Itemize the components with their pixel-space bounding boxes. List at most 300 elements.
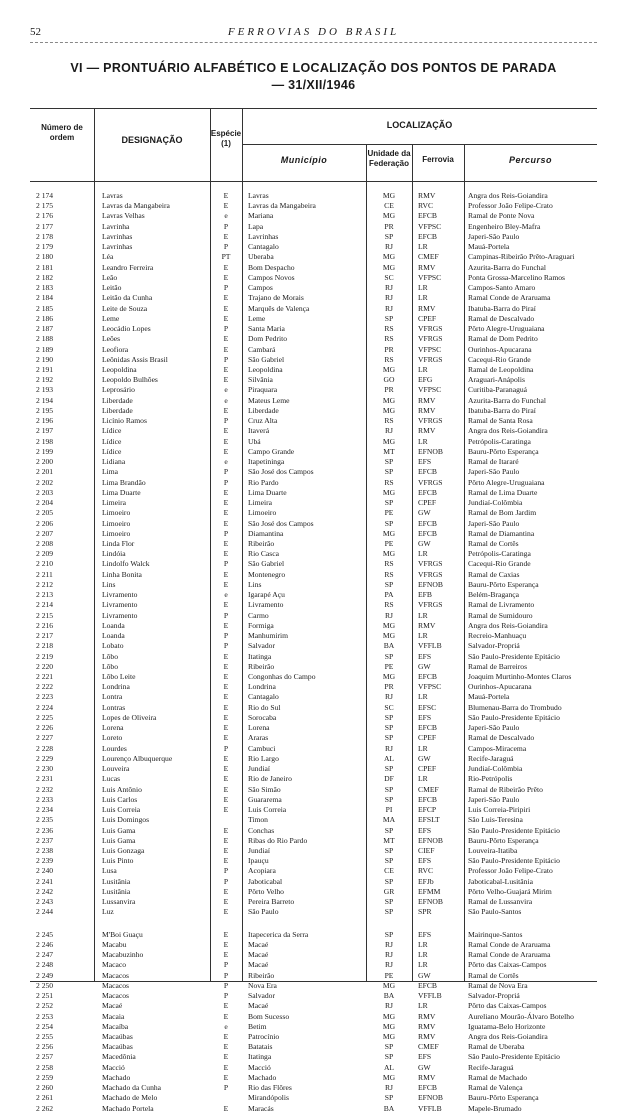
row-railway: RVC <box>418 866 434 876</box>
row-municipality: Campos Novos <box>248 272 295 282</box>
row-type: E <box>223 774 229 784</box>
row-state: MG <box>382 1031 396 1041</box>
row-municipality: Salvador <box>248 991 275 1001</box>
row-type: E <box>223 313 229 323</box>
row-municipality: Rio de Janeiro <box>248 774 292 784</box>
row-number: 2 239 <box>36 856 54 866</box>
table-row <box>30 907 597 917</box>
row-number: 2 236 <box>36 825 54 835</box>
table-row <box>30 467 597 477</box>
table-row <box>30 570 597 580</box>
row-municipality: Formiga <box>248 620 274 630</box>
row-type: e <box>224 1021 228 1031</box>
row-number: 2 217 <box>36 631 54 641</box>
stops-table <box>30 108 597 1113</box>
row-state: CE <box>384 201 394 211</box>
row-route: Ramal de Dom Pedrito <box>468 334 538 344</box>
row-municipality: Santa Maria <box>248 324 285 334</box>
row-designation: Lourenço Albuquerque <box>102 753 173 763</box>
row-state: SP <box>384 784 394 794</box>
table-row <box>30 273 597 283</box>
row-railway: VFRGS <box>418 559 443 569</box>
row-state: DF <box>384 774 394 784</box>
row-route: Jundiaí-Colômbia <box>468 498 523 508</box>
section-title-line2: — 31/XII/1946 <box>271 78 356 92</box>
row-number: 2 202 <box>36 477 54 487</box>
row-number: 2 183 <box>36 283 54 293</box>
row-railway: VFFLB <box>418 641 442 651</box>
row-railway: LR <box>418 1001 428 1011</box>
row-route: Aureliano Mourão-Álvaro Botelho <box>468 1011 574 1021</box>
row-number: 2 242 <box>36 886 54 896</box>
row-railway: VFPSC <box>418 272 442 282</box>
row-municipality: Luis Correia <box>248 805 287 815</box>
row-route: Campos-Santo Amaro <box>468 283 536 293</box>
row-railway: CPEF <box>418 498 437 508</box>
row-municipality: Bom Sucesso <box>248 1011 290 1021</box>
row-route: Bauru-Pôrto Esperança <box>468 1093 539 1103</box>
table-row <box>30 580 597 590</box>
row-type: E <box>223 272 229 282</box>
table-row <box>30 1022 597 1032</box>
row-state: RS <box>384 600 394 610</box>
row-type: E <box>223 712 229 722</box>
table-row <box>30 365 597 375</box>
table-row <box>30 263 597 273</box>
row-number: 2 212 <box>36 579 54 589</box>
row-number: 2 226 <box>36 723 54 733</box>
page-number: 52 <box>30 26 41 38</box>
col-header-percurso: Percurso <box>508 155 553 165</box>
row-state: RS <box>384 477 394 487</box>
row-designation: Machado de Melo <box>102 1093 158 1103</box>
row-number: 2 194 <box>36 395 54 405</box>
table-row <box>30 785 597 795</box>
row-type: E <box>223 487 229 497</box>
row-route: Ponta Grossa-Marcelino Ramos <box>468 272 566 282</box>
row-number: 2 216 <box>36 620 54 630</box>
table-row <box>30 991 597 1001</box>
row-state: SP <box>384 897 394 907</box>
row-number: 2 219 <box>36 651 54 661</box>
table-row <box>30 631 597 641</box>
row-route: São Paulo-Presidente Epitácio <box>468 651 560 661</box>
row-state: RJ <box>384 1083 394 1093</box>
row-state: PE <box>384 538 394 548</box>
row-route: Ramal de Caxias <box>468 569 520 579</box>
row-type: P <box>223 528 229 538</box>
table-row <box>30 345 597 355</box>
row-type: E <box>223 1052 229 1062</box>
row-municipality: Jundiaí <box>248 846 270 855</box>
row-designation: Leofiora <box>102 344 129 354</box>
row-designation: Macacos <box>102 991 129 1001</box>
row-railway: CMEF <box>418 252 439 262</box>
row-type: E <box>223 784 229 794</box>
section-title-line1: VI — PRONTUÁRIO ALFABÉTICO E LOCALIZAÇÃO DOS PONTOS DE PARADA <box>70 61 557 75</box>
row-route: Pôrto Velho-Guajará Mirim <box>468 886 552 896</box>
row-designation: Lorena <box>102 723 124 733</box>
row-designation: Léa <box>102 252 114 262</box>
table-row <box>30 519 597 529</box>
row-designation: Luis Domingos <box>102 815 150 825</box>
row-state: RJ <box>384 242 394 252</box>
row-state: RJ <box>384 283 394 293</box>
row-railway: EFNOB <box>418 579 443 589</box>
row-designation: Lavrinhas <box>102 231 133 241</box>
row-number: 2 251 <box>36 991 54 1001</box>
row-type: E <box>223 950 229 960</box>
row-railway: RMV <box>418 1031 436 1041</box>
table-row <box>30 488 597 498</box>
table-row <box>30 406 597 416</box>
row-designation: Lídice <box>102 436 122 446</box>
row-route: Ramal de Descalvado <box>468 313 535 323</box>
row-type: P <box>223 641 229 651</box>
row-type: E <box>223 1042 229 1052</box>
row-railway: VFFLB <box>418 1103 442 1113</box>
row-number: 2 221 <box>36 672 54 682</box>
row-designation: Macabuzinho <box>102 950 144 960</box>
row-route: Recreio-Manhuaçu <box>468 631 527 641</box>
row-state: PA <box>384 590 394 600</box>
row-state: MG <box>382 395 396 405</box>
row-number: 2 207 <box>36 528 54 538</box>
row-state: RJ <box>384 743 394 753</box>
row-type: E <box>223 672 229 682</box>
row-state: RS <box>384 354 394 364</box>
table-row <box>30 457 597 467</box>
row-route: Pôrto das Caixas-Campos <box>468 960 547 970</box>
row-designation: Leandro Ferreira <box>102 262 154 272</box>
row-railway: VFRGS <box>418 354 443 364</box>
row-state: SP <box>384 231 394 241</box>
row-railway: VFRGS <box>418 569 443 579</box>
row-route: Pôrto Alegre-Uruguaiana <box>468 477 545 487</box>
row-railway: SPR <box>418 907 432 917</box>
row-route: São Paulo-Presidente Epitácio <box>468 712 560 722</box>
row-municipality: São José dos Campos <box>248 518 314 528</box>
row-railway: LR <box>418 774 428 784</box>
row-type: E <box>223 620 229 630</box>
row-municipality: Uberaba <box>248 252 274 262</box>
row-route: Ramal de Diamantina <box>468 528 535 538</box>
row-route: Petrópolis-Caratinga <box>468 436 531 446</box>
row-number: 2 261 <box>36 1093 54 1103</box>
row-type: E <box>223 1062 229 1072</box>
row-number: 2 249 <box>36 970 54 980</box>
row-municipality: São Paulo <box>248 907 279 917</box>
row-number: 2 204 <box>36 498 54 508</box>
row-number: 2 210 <box>36 559 54 569</box>
row-designation: Limeira <box>102 498 127 508</box>
table-row <box>30 242 597 252</box>
row-designation: Luis Correia <box>102 805 141 815</box>
row-railway: EFCB <box>418 467 437 477</box>
row-designation: Macacos <box>102 970 129 980</box>
row-municipality: Ubá <box>248 436 261 446</box>
row-designation: Macedônia <box>102 1052 136 1062</box>
row-designation: Lôbo <box>102 661 119 671</box>
row-number: 2 180 <box>36 252 54 262</box>
row-railway: EFNOB <box>418 897 443 907</box>
table-row <box>30 437 597 447</box>
row-type: E <box>223 426 229 436</box>
row-type: E <box>223 293 229 303</box>
row-route: Mapele-Brumado <box>468 1103 522 1113</box>
row-designation: Luis Gama <box>102 835 136 845</box>
table-row <box>30 703 597 713</box>
table-row <box>30 396 597 406</box>
row-type: P <box>223 1083 229 1093</box>
row-designation: Macacos <box>102 980 129 990</box>
row-railway: EFNOB <box>418 446 443 456</box>
table-row <box>30 652 597 662</box>
row-designation: Lima <box>102 467 119 477</box>
col-header-ferrovia: Ferrovia <box>422 155 454 164</box>
row-route: Japeri-São Paulo <box>468 794 520 804</box>
row-designation: Machado <box>102 1072 131 1082</box>
row-state: MG <box>382 252 396 262</box>
row-municipality: Congonhas do Campo <box>248 672 316 682</box>
header-subrule <box>242 144 597 145</box>
row-type: E <box>223 446 229 456</box>
row-type: P <box>223 416 229 426</box>
row-designation: Leões <box>102 334 121 344</box>
row-type: e <box>224 590 228 600</box>
col-header-especie: Espécie (1) <box>210 129 242 148</box>
row-railway: LR <box>418 939 428 949</box>
row-type: E <box>223 579 229 589</box>
row-type: E <box>223 569 229 579</box>
row-number: 2 260 <box>36 1083 54 1093</box>
row-municipality: Piraquara <box>248 385 278 395</box>
row-railway: GW <box>418 970 431 980</box>
row-municipality: Livramento <box>248 600 284 610</box>
table-row <box>30 930 597 940</box>
row-designation: M'Boi Guaçu <box>102 929 143 939</box>
row-municipality: Batatais <box>248 1042 273 1052</box>
row-state: MG <box>382 620 396 630</box>
row-type: E <box>223 692 229 702</box>
row-municipality: Carmo <box>248 610 269 620</box>
row-railway: EFCB <box>418 487 437 497</box>
row-type: E <box>223 303 229 313</box>
row-number: 2 237 <box>36 835 54 845</box>
row-railway: EFS <box>418 651 432 661</box>
row-designation: Lavrinhas <box>102 242 133 252</box>
row-type: E <box>223 897 229 907</box>
row-railway: CMEF <box>418 784 439 794</box>
row-type: E <box>223 334 229 344</box>
row-railway: RMV <box>418 395 436 405</box>
row-number: 2 187 <box>36 324 54 334</box>
row-state: MG <box>382 487 396 497</box>
table-row <box>30 940 597 950</box>
row-railway: LR <box>418 436 428 446</box>
row-state: SP <box>384 457 394 467</box>
row-type: E <box>223 1031 229 1041</box>
row-route: Mairinque-Santos <box>468 929 523 939</box>
row-state: PR <box>384 221 394 231</box>
row-railway: VFRGS <box>418 416 443 426</box>
row-railway: LR <box>418 610 428 620</box>
row-railway: CPEF <box>418 733 437 743</box>
table-row <box>30 314 597 324</box>
row-state: SP <box>384 794 394 804</box>
row-type: E <box>223 498 229 508</box>
row-state: BA <box>383 1103 395 1113</box>
row-state: MG <box>382 631 396 641</box>
row-municipality: Lorena <box>248 723 270 733</box>
row-designation: Loanda <box>102 631 125 641</box>
row-railway: LR <box>418 364 428 374</box>
row-number: 2 186 <box>36 313 54 323</box>
row-number: 2 232 <box>36 784 54 794</box>
row-state: SP <box>384 651 394 661</box>
row-type: E <box>223 1001 229 1011</box>
row-route: Campos-Miracema <box>468 743 527 753</box>
row-designation: Leocádio Lopes <box>102 324 151 334</box>
row-designation: Macció <box>102 1062 125 1072</box>
row-designation: Livramento <box>102 590 138 600</box>
row-municipality: Machado <box>248 1072 277 1082</box>
row-route: Cacequi-Rio Grande <box>468 559 531 569</box>
row-number: 2 225 <box>36 712 54 722</box>
row-designation: Lopes de Oliveira <box>102 712 157 722</box>
row-route: Ramal de Barreiros <box>468 661 528 671</box>
row-municipality: Cantagalo <box>248 242 279 252</box>
row-type: P <box>223 960 229 970</box>
row-type: E <box>223 191 229 200</box>
col-header-designacao: DESIGNAÇÃO <box>121 135 183 145</box>
row-municipality: São Simão <box>248 784 281 794</box>
row-municipality: Cambará <box>248 344 276 354</box>
row-type: P <box>223 610 229 620</box>
row-municipality: Macció <box>248 1062 271 1072</box>
row-state: BA <box>383 991 395 1001</box>
row-route: Angra dos Reis-Goiandira <box>468 620 548 630</box>
row-designation: Leopoldina <box>102 364 137 374</box>
row-railway: EFCB <box>418 794 437 804</box>
row-railway: CPEF <box>418 313 437 323</box>
table-row <box>30 232 597 242</box>
row-railway: LR <box>418 549 428 559</box>
row-type: E <box>223 1072 229 1082</box>
row-municipality: Sorocaba <box>248 712 277 722</box>
row-designation: Liberdade <box>102 405 133 415</box>
running-header <box>30 26 597 46</box>
row-railway: EFCB <box>418 723 437 733</box>
row-designation: Louveira <box>102 764 130 774</box>
row-number: 2 190 <box>36 354 54 364</box>
row-number: 2 234 <box>36 805 54 815</box>
row-railway: RMV <box>418 191 436 200</box>
row-designation: Lavras da Mangabeira <box>102 201 170 211</box>
row-railway: EFS <box>418 929 432 939</box>
table-row <box>30 682 597 692</box>
row-designation: Luis Gama <box>102 825 136 835</box>
row-number: 2 193 <box>36 385 54 395</box>
row-state: SP <box>384 846 394 855</box>
row-number: 2 241 <box>36 876 54 886</box>
table-row <box>30 1063 597 1073</box>
row-type: P <box>223 242 229 252</box>
table-row <box>30 283 597 293</box>
row-railway: EFCB <box>418 231 437 241</box>
row-designation: Leprosário <box>102 385 135 395</box>
row-number: 2 254 <box>36 1021 54 1031</box>
table-row <box>30 692 597 702</box>
row-route: Ramal de Nova Era <box>468 980 528 990</box>
row-state: RJ <box>384 692 394 702</box>
row-type: E <box>223 886 229 896</box>
row-designation: Lontras <box>102 702 126 712</box>
row-state: SP <box>384 733 394 743</box>
row-municipality: Leme <box>248 313 266 323</box>
row-number: 2 188 <box>36 334 54 344</box>
row-type: E <box>223 549 229 559</box>
row-state: PR <box>384 344 394 354</box>
row-railway: RMV <box>418 1021 436 1031</box>
row-number: 2 177 <box>36 221 54 231</box>
row-type: PT <box>221 252 231 262</box>
row-number: 2 252 <box>36 1001 54 1011</box>
row-municipality: Ribeirão <box>248 661 275 671</box>
row-municipality: Manhumirim <box>248 631 289 641</box>
table-row <box>30 960 597 970</box>
table-row <box>30 672 597 682</box>
row-route: Ibatuba-Barra do Piraí <box>468 405 536 415</box>
table-row <box>30 1012 597 1022</box>
row-route: Ramal de Descalvado <box>468 733 535 743</box>
table-row <box>30 866 597 876</box>
table-row <box>30 600 597 610</box>
row-railway: GW <box>418 661 431 671</box>
row-number: 2 196 <box>36 416 54 426</box>
row-number: 2 215 <box>36 610 54 620</box>
row-state: RJ <box>384 293 394 303</box>
row-railway: CMEF <box>418 1042 439 1052</box>
row-number: 2 240 <box>36 866 54 876</box>
row-state: SP <box>384 825 394 835</box>
row-designation: Lima Brandão <box>102 477 146 487</box>
row-route: Blumenau-Barra do Trombudo <box>468 702 562 712</box>
row-railway: EFNOB <box>418 1093 443 1103</box>
row-state: RS <box>384 559 394 569</box>
row-municipality: Silvânia <box>248 375 273 385</box>
row-railway: EFSC <box>418 702 437 712</box>
row-designation: Leão <box>102 272 118 282</box>
row-number: 2 238 <box>36 846 54 855</box>
table-row <box>30 385 597 395</box>
row-state: SP <box>384 876 394 886</box>
row-state: SP <box>384 764 394 774</box>
row-railway: RMV <box>418 1072 436 1082</box>
col-header-unidade: Unidade da Federação <box>367 149 411 168</box>
row-number: 2 211 <box>36 569 53 579</box>
row-municipality: São José dos Campos <box>248 467 314 477</box>
row-railway: LR <box>418 293 428 303</box>
row-type: E <box>223 805 229 815</box>
row-designation: Luis Pinto <box>102 856 134 866</box>
row-designation: Lontra <box>102 692 123 702</box>
row-route: Jaboticabal-Lusitânia <box>468 876 533 886</box>
row-number: 2 228 <box>36 743 54 753</box>
row-railway: GW <box>418 753 431 763</box>
row-state: RJ <box>384 950 394 960</box>
row-type: P <box>223 980 229 990</box>
